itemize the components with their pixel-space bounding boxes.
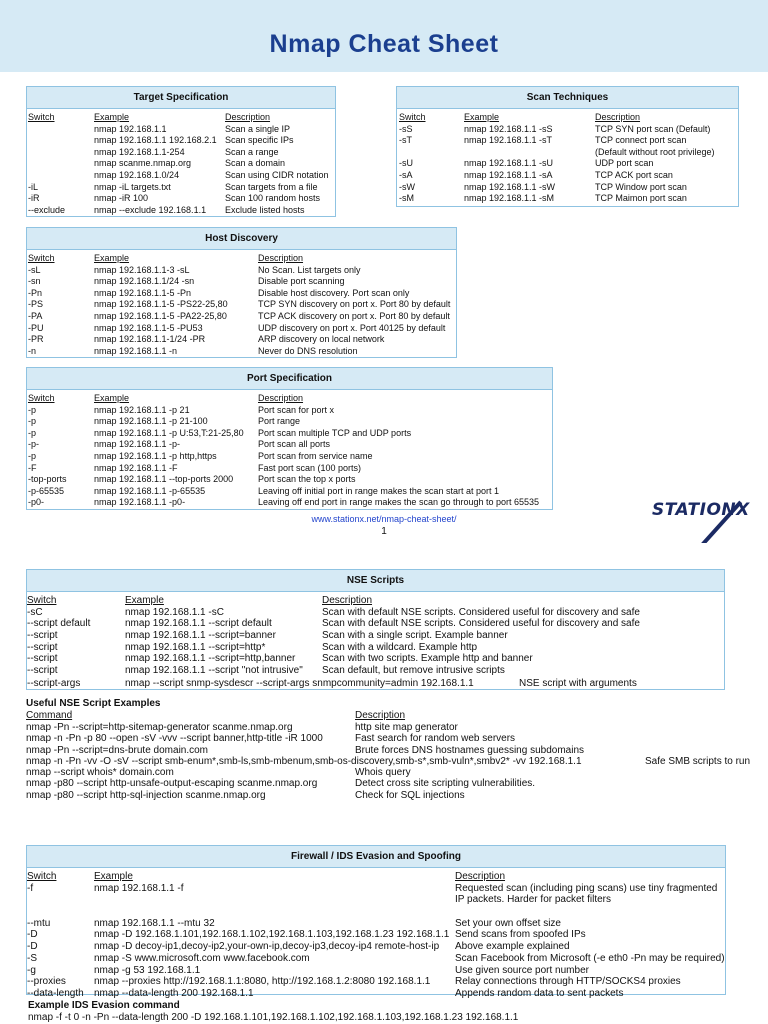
table-row <box>27 428 552 440</box>
table-header-row <box>27 595 724 607</box>
description-header: Description <box>225 112 271 122</box>
table-row <box>27 618 724 630</box>
command-cell: nmap -p80 --script http-sql-injection scanme.nmap.org <box>26 789 266 801</box>
scan-techniques-table <box>397 112 738 205</box>
example-cell: nmap -iR 100 <box>94 193 149 204</box>
section-title: Port Specification <box>27 368 552 390</box>
table-row <box>397 182 738 194</box>
firewall-evasion-section <box>26 845 726 999</box>
table-row <box>27 158 335 170</box>
switch-cell: -sS <box>399 123 413 134</box>
table-row <box>27 135 335 147</box>
switch-cell: -sA <box>399 169 413 180</box>
example-cell: nmap 192.168.1.1 --script "not intrusive" <box>125 665 303 677</box>
switch-cell: -iL <box>28 181 39 192</box>
switch-cell: -PA <box>28 310 43 321</box>
example-cell: nmap 192.168.1.1-5 -Pn <box>94 287 192 298</box>
example-cell: nmap 192.168.1.0/24 <box>94 169 180 180</box>
example-cell: nmap 192.168.1.1 -sU <box>464 158 554 169</box>
description-cell: Scan a range <box>225 146 279 157</box>
switch-cell: -sC <box>27 606 43 618</box>
example-cell: nmap 192.168.1.1 <box>94 123 167 134</box>
description-cell: Scan using CIDR notation <box>225 169 329 180</box>
table-row <box>27 439 552 451</box>
switch-cell: -PU <box>28 322 44 333</box>
table-row <box>27 205 335 217</box>
table-row <box>397 170 738 182</box>
list-item <box>26 778 768 789</box>
description-cell: (Default without root privilege) <box>595 146 715 157</box>
table-row <box>27 965 725 977</box>
table-row <box>397 193 738 205</box>
description-cell: NSE script with arguments <box>519 677 637 689</box>
description-cell: Fast port scan (100 ports) <box>258 462 362 473</box>
table-row <box>27 147 335 159</box>
table-row <box>27 124 335 136</box>
description-cell: Port scan multiple TCP and UDP ports <box>258 427 412 438</box>
table-header-row <box>397 112 738 124</box>
description-cell: IP packets. Harder for packet filters <box>455 894 611 906</box>
table-row <box>27 894 725 906</box>
target-specification-table <box>27 112 335 216</box>
section-title: Firewall / IDS Evasion and Spoofing <box>27 846 725 868</box>
table-header-row <box>27 393 552 405</box>
description-cell: Port range <box>258 416 301 427</box>
description-cell: Leaving off end port in range makes the scan go through to port 65535 <box>258 497 540 508</box>
switch-header: Switch <box>27 595 57 606</box>
page-title: Nmap Cheat Sheet <box>269 30 499 58</box>
example-header: Example <box>94 253 130 263</box>
example-cell: nmap 192.168.1.1-5 -PS22-25,80 <box>94 299 228 310</box>
example-cell: nmap -iL targets.txt <box>94 181 171 192</box>
table-row <box>27 976 725 988</box>
description-cell: TCP Window port scan <box>595 181 687 192</box>
example-cell: nmap 192.168.1.1 -p 21-100 <box>94 416 208 427</box>
example-cell: nmap 192.168.1.1 --script=http,banner <box>125 653 296 665</box>
description-cell: Send scans from spoofed IPs <box>455 929 586 941</box>
list-item <box>26 756 768 767</box>
example-cell: nmap 192.168.1.1-1/24 -PR <box>94 334 206 345</box>
example-cell: nmap 192.168.1.1/24 -sn <box>94 276 195 287</box>
description-cell: Scan with default NSE scripts. Considered useful for discovery and safe <box>322 606 640 618</box>
description-cell: Fast search for random web servers <box>355 733 516 745</box>
example-cell: nmap 192.168.1.1 -sM <box>464 193 555 204</box>
switch-header: Switch <box>28 112 55 122</box>
switch-cell: --script default <box>27 618 91 630</box>
page-number: 1 <box>381 526 387 537</box>
switch-cell: --script <box>27 665 58 677</box>
example-cell: nmap 192.168.1.1-5 -PA22-25,80 <box>94 310 227 321</box>
command-cell: nmap -n -Pn -vv -O -sV --script smb-enum*,smb-ls,smb-mbenum,smb-os-discovery,smb-s*,smb-vuln*,smbv2* -vv 192.168.1.1 <box>26 755 582 767</box>
example-header: Example <box>125 595 164 606</box>
switch-cell: -f <box>27 882 34 894</box>
description-header: Description <box>258 393 304 403</box>
description-cell: Appends random data to sent packets <box>455 987 624 999</box>
useful-nse-title: Useful NSE Script Examples <box>26 698 161 709</box>
example-cell: nmap -D 192.168.1.101,192.168.1.102,192.168.1.103,192.168.1.23 192.168.1.1 <box>94 929 450 941</box>
table-row <box>27 182 335 194</box>
description-header: Description <box>322 595 373 606</box>
example-cell: nmap 192.168.1.1 -p0- <box>94 497 186 508</box>
example-cell: nmap --exclude 192.168.1.1 <box>94 204 207 215</box>
description-cell: ARP discovery on local network <box>258 334 385 345</box>
description-cell: Brute forces DNS hostnames guessing subdomains <box>355 744 585 756</box>
example-cell: nmap 192.168.1.1 --script=http* <box>125 641 266 653</box>
description-cell: Requested scan (including ping scans) use tiny fragmented <box>455 882 718 894</box>
port-specification-section <box>26 367 553 510</box>
example-cell: nmap 192.168.1.1 -sT <box>464 135 553 146</box>
nse-scripts-section <box>26 569 725 690</box>
footer-url[interactable]: www.stationx.net/nmap-cheat-sheet/ <box>311 514 457 524</box>
description-cell: Port scan the top x ports <box>258 474 356 485</box>
page-separator <box>0 543 768 565</box>
description-cell: http site map generator <box>355 722 458 733</box>
table-row <box>27 497 552 509</box>
description-cell: Use given source port number <box>455 964 589 976</box>
description-cell: Whois query <box>355 767 411 779</box>
example-header: Example <box>464 112 500 122</box>
switch-cell: -sT <box>399 135 412 146</box>
example-cell: nmap 192.168.1.1 -p http,https <box>94 450 217 461</box>
switch-cell: -sU <box>399 158 413 169</box>
list-item <box>26 733 768 744</box>
switch-cell: -p <box>28 450 37 461</box>
command-cell: nmap -Pn --script=dns-brute domain.com <box>26 744 209 756</box>
switch-cell: -sL <box>28 264 41 275</box>
description-cell: Disable port scanning <box>258 276 345 287</box>
description-cell: Scan Facebook from Microsoft (-e eth0 -Pn may be required) <box>455 952 725 964</box>
description-cell: TCP Maimon port scan <box>595 193 687 204</box>
table-row <box>27 416 552 428</box>
description-cell: Set your own offset size <box>455 917 561 929</box>
logo-text: STATIONX <box>652 500 750 520</box>
table-row <box>27 451 552 463</box>
switch-cell: -p0- <box>28 497 45 508</box>
section-title: Target Specification <box>27 87 335 109</box>
description-cell: No Scan. List targets only <box>258 264 361 275</box>
table-row <box>397 158 738 170</box>
example-cell: nmap 192.168.1.1 -p U:53,T:21-25,80 <box>94 427 244 438</box>
table-row <box>27 276 456 288</box>
example-cell: nmap -D decoy-ip1,decoy-ip2,your-own-ip,decoy-ip3,decoy-ip4 remote-host-ip <box>94 941 440 953</box>
example-cell: nmap 192.168.1.1 --mtu 32 <box>94 917 215 929</box>
description-cell: Scan 100 random hosts <box>225 193 321 204</box>
description-cell: Detect cross site scripting vulnerabilities. <box>355 778 536 790</box>
description-cell: Safe SMB scripts to run <box>645 755 751 767</box>
example-cell: nmap 192.168.1.1 192.168.2.1 <box>94 135 217 146</box>
target-specification-section <box>26 86 336 217</box>
switch-cell: --script <box>27 653 58 665</box>
switch-header: Switch <box>27 871 57 882</box>
example-cell: nmap 192.168.1.1 --script default <box>125 618 272 630</box>
table-row <box>27 988 725 1000</box>
description-cell: Exclude listed hosts <box>225 204 305 215</box>
list-item <box>26 722 768 733</box>
table-row <box>27 653 724 665</box>
scan-techniques-section <box>396 86 739 207</box>
example-header: Example <box>94 393 130 403</box>
description-cell: Scan a domain <box>225 158 286 169</box>
example-cell: nmap --script snmp-sysdescr --script-args snmpcommunity=admin 192.168.1.1 <box>125 677 474 689</box>
description-cell: Port scan for port x <box>258 404 335 415</box>
page-header <box>0 0 768 72</box>
section-title: NSE Scripts <box>27 570 724 592</box>
table-row <box>27 883 725 895</box>
table-row <box>27 288 456 300</box>
example-cell: nmap 192.168.1.1 -sA <box>464 169 553 180</box>
host-discovery-table <box>27 253 456 357</box>
switch-cell: -n <box>28 345 37 356</box>
table-row <box>27 665 724 677</box>
switch-cell: -sW <box>399 181 415 192</box>
command-cell: nmap --script whois* domain.com <box>26 767 174 779</box>
example-cell: nmap 192.168.1.1 -f <box>94 882 184 894</box>
switch-cell: -PR <box>28 334 44 345</box>
stationx-logo <box>648 494 768 544</box>
list-item <box>26 790 768 801</box>
example-cell: nmap 192.168.1.1-5 -PU53 <box>94 322 203 333</box>
switch-header: Switch <box>28 253 55 263</box>
example-cell: nmap 192.168.1.1 -sC <box>125 606 224 618</box>
table-header-row <box>27 112 335 124</box>
list-item <box>26 767 768 778</box>
example-cell: nmap 192.168.1.1 -p-65535 <box>94 485 206 496</box>
example-ids-command: nmap -f -t 0 -n -Pn --data-length 200 -D 192.168.1.101,192.168.1.102,192.168.1.103,192.168.1.23 192.168.1.1 <box>28 1012 519 1023</box>
description-cell: Scan default, but remove intrusive scripts <box>322 665 505 677</box>
section-title: Scan Techniques <box>397 87 738 109</box>
description-cell: Leaving off initial port in range makes the scan start at port 1 <box>258 485 499 496</box>
section-title: Host Discovery <box>27 228 456 250</box>
switch-cell: -p-65535 <box>28 485 65 496</box>
description-cell: Never do DNS resolution <box>258 345 358 356</box>
table-row <box>27 405 552 417</box>
table-row <box>27 170 335 182</box>
list-item <box>26 745 768 756</box>
nse-scripts-table <box>27 595 724 677</box>
example-header: Example <box>94 871 133 882</box>
description-cell: TCP connect port scan <box>595 135 687 146</box>
switch-cell: -S <box>27 952 37 964</box>
command-header: Command <box>26 710 73 721</box>
description-header: Description <box>355 710 406 721</box>
description-cell: TCP SYN port scan (Default) <box>595 123 711 134</box>
switch-cell: --script-args <box>27 677 81 689</box>
switch-cell: -p- <box>28 439 39 450</box>
description-cell: TCP ACK discovery on port x. Port 80 by default <box>258 310 450 321</box>
description-cell: Scan with a single script. Example banner <box>322 630 508 642</box>
table-row <box>27 929 725 941</box>
description-cell: Port scan all ports <box>258 439 331 450</box>
table-row <box>27 334 456 346</box>
example-cell: nmap 192.168.1.1-254 <box>94 146 185 157</box>
switch-cell: -PS <box>28 299 44 310</box>
nse-args-row <box>27 678 724 690</box>
table-row <box>27 265 456 277</box>
description-cell: TCP SYN discovery on port x. Port 80 by default <box>258 299 451 310</box>
description-cell: UDP discovery on port x. Port 40125 by default <box>258 322 446 333</box>
example-cell: nmap 192.168.1.1 -p 21 <box>94 404 190 415</box>
switch-header: Switch <box>28 393 55 403</box>
switch-cell: -F <box>28 462 37 473</box>
firewall-evasion-table <box>27 871 725 1000</box>
switch-cell: --script <box>27 641 58 653</box>
example-cell: nmap --proxies http://192.168.1.1:8080, http://192.168.1.2:8080 192.168.1.1 <box>94 976 431 988</box>
example-cell: nmap -g 53 192.168.1.1 <box>94 964 201 976</box>
table-row <box>27 311 456 323</box>
switch-cell: --mtu <box>27 917 51 929</box>
table-row <box>27 941 725 953</box>
description-cell: Scan with two scripts. Example http and banner <box>322 653 533 665</box>
port-specification-table <box>27 393 552 509</box>
description-cell: Scan with default NSE scripts. Considered useful for discovery and safe <box>322 618 640 630</box>
table-row <box>397 124 738 136</box>
switch-cell: --proxies <box>27 976 66 988</box>
example-cell: nmap 192.168.1.1 -p- <box>94 439 181 450</box>
table-row <box>27 193 335 205</box>
example-cell: nmap scanme.nmap.org <box>94 158 192 169</box>
example-cell: nmap 192.168.1.1 --top-ports 2000 <box>94 474 234 485</box>
example-ids-title: Example IDS Evasion command <box>28 1000 180 1011</box>
example-cell: nmap 192.168.1.1 -sW <box>464 181 556 192</box>
table-header-row <box>27 253 456 265</box>
switch-cell: -top-ports <box>28 474 67 485</box>
description-header: Description <box>595 112 641 122</box>
switch-cell: -iR <box>28 193 40 204</box>
table-row <box>27 906 725 918</box>
table-row <box>27 607 724 619</box>
command-cell: nmap -Pn --script=http-sitemap-generator scanme.nmap.org <box>26 722 293 733</box>
example-cell: nmap 192.168.1.1 -F <box>94 462 178 473</box>
description-cell: Check for SQL injections <box>355 789 465 801</box>
table-row <box>27 953 725 965</box>
description-header: Description <box>455 871 506 882</box>
example-cell: nmap 192.168.1.1-3 -sL <box>94 264 190 275</box>
description-cell: Port scan from service name <box>258 450 373 461</box>
description-cell: Relay connections through HTTP/SOCKS4 proxies <box>455 976 681 988</box>
description-cell: TCP ACK port scan <box>595 169 673 180</box>
switch-cell: -sn <box>28 276 41 287</box>
command-cell: nmap -p80 --script http-unsafe-output-escaping scanme.nmap.org <box>26 778 318 790</box>
description-cell: Scan targets from a file <box>225 181 318 192</box>
description-cell: Scan with a wildcard. Example http <box>322 641 478 653</box>
table-row <box>27 346 456 358</box>
switch-cell: -g <box>27 964 36 976</box>
example-cell: nmap -S www.microsoft.com www.facebook.com <box>94 952 310 964</box>
switch-cell: -D <box>27 929 38 941</box>
table-row <box>27 642 724 654</box>
switch-cell: --script <box>27 630 58 642</box>
useful-nse-list <box>26 722 768 801</box>
table-row <box>27 323 456 335</box>
switch-cell: --exclude <box>28 204 66 215</box>
description-cell: Scan specific IPs <box>225 135 294 146</box>
description-cell: Above example explained <box>455 941 570 953</box>
example-cell: nmap 192.168.1.1 -sS <box>464 123 553 134</box>
table-row <box>27 630 724 642</box>
table-row <box>27 299 456 311</box>
switch-cell: -D <box>27 941 38 953</box>
example-header: Example <box>94 112 130 122</box>
table-row <box>397 147 738 159</box>
table-row <box>27 486 552 498</box>
switch-cell: --data-length <box>27 987 84 999</box>
switch-header: Switch <box>399 112 426 122</box>
switch-cell: -p <box>28 416 37 427</box>
switch-cell: -Pn <box>28 287 43 298</box>
table-header-row <box>27 871 725 883</box>
description-cell: Disable host discovery. Port scan only <box>258 287 410 298</box>
description-header: Description <box>258 253 304 263</box>
example-cell: nmap --data-length 200 192.168.1.1 <box>94 987 254 999</box>
table-row <box>397 135 738 147</box>
description-cell: UDP port scan <box>595 158 654 169</box>
example-cell: nmap 192.168.1.1 --script=banner <box>125 630 276 642</box>
example-cell: nmap 192.168.1.1 -n <box>94 345 178 356</box>
command-cell: nmap -n -Pn -p 80 --open -sV -vvv --script banner,http-title -iR 1000 <box>26 733 323 745</box>
table-row <box>27 918 725 930</box>
host-discovery-section <box>26 227 457 358</box>
description-cell: Scan a single IP <box>225 123 291 134</box>
table-row <box>27 463 552 475</box>
switch-cell: -p <box>28 404 37 415</box>
switch-cell: -sM <box>399 193 414 204</box>
table-row <box>27 474 552 486</box>
switch-cell: -p <box>28 427 37 438</box>
